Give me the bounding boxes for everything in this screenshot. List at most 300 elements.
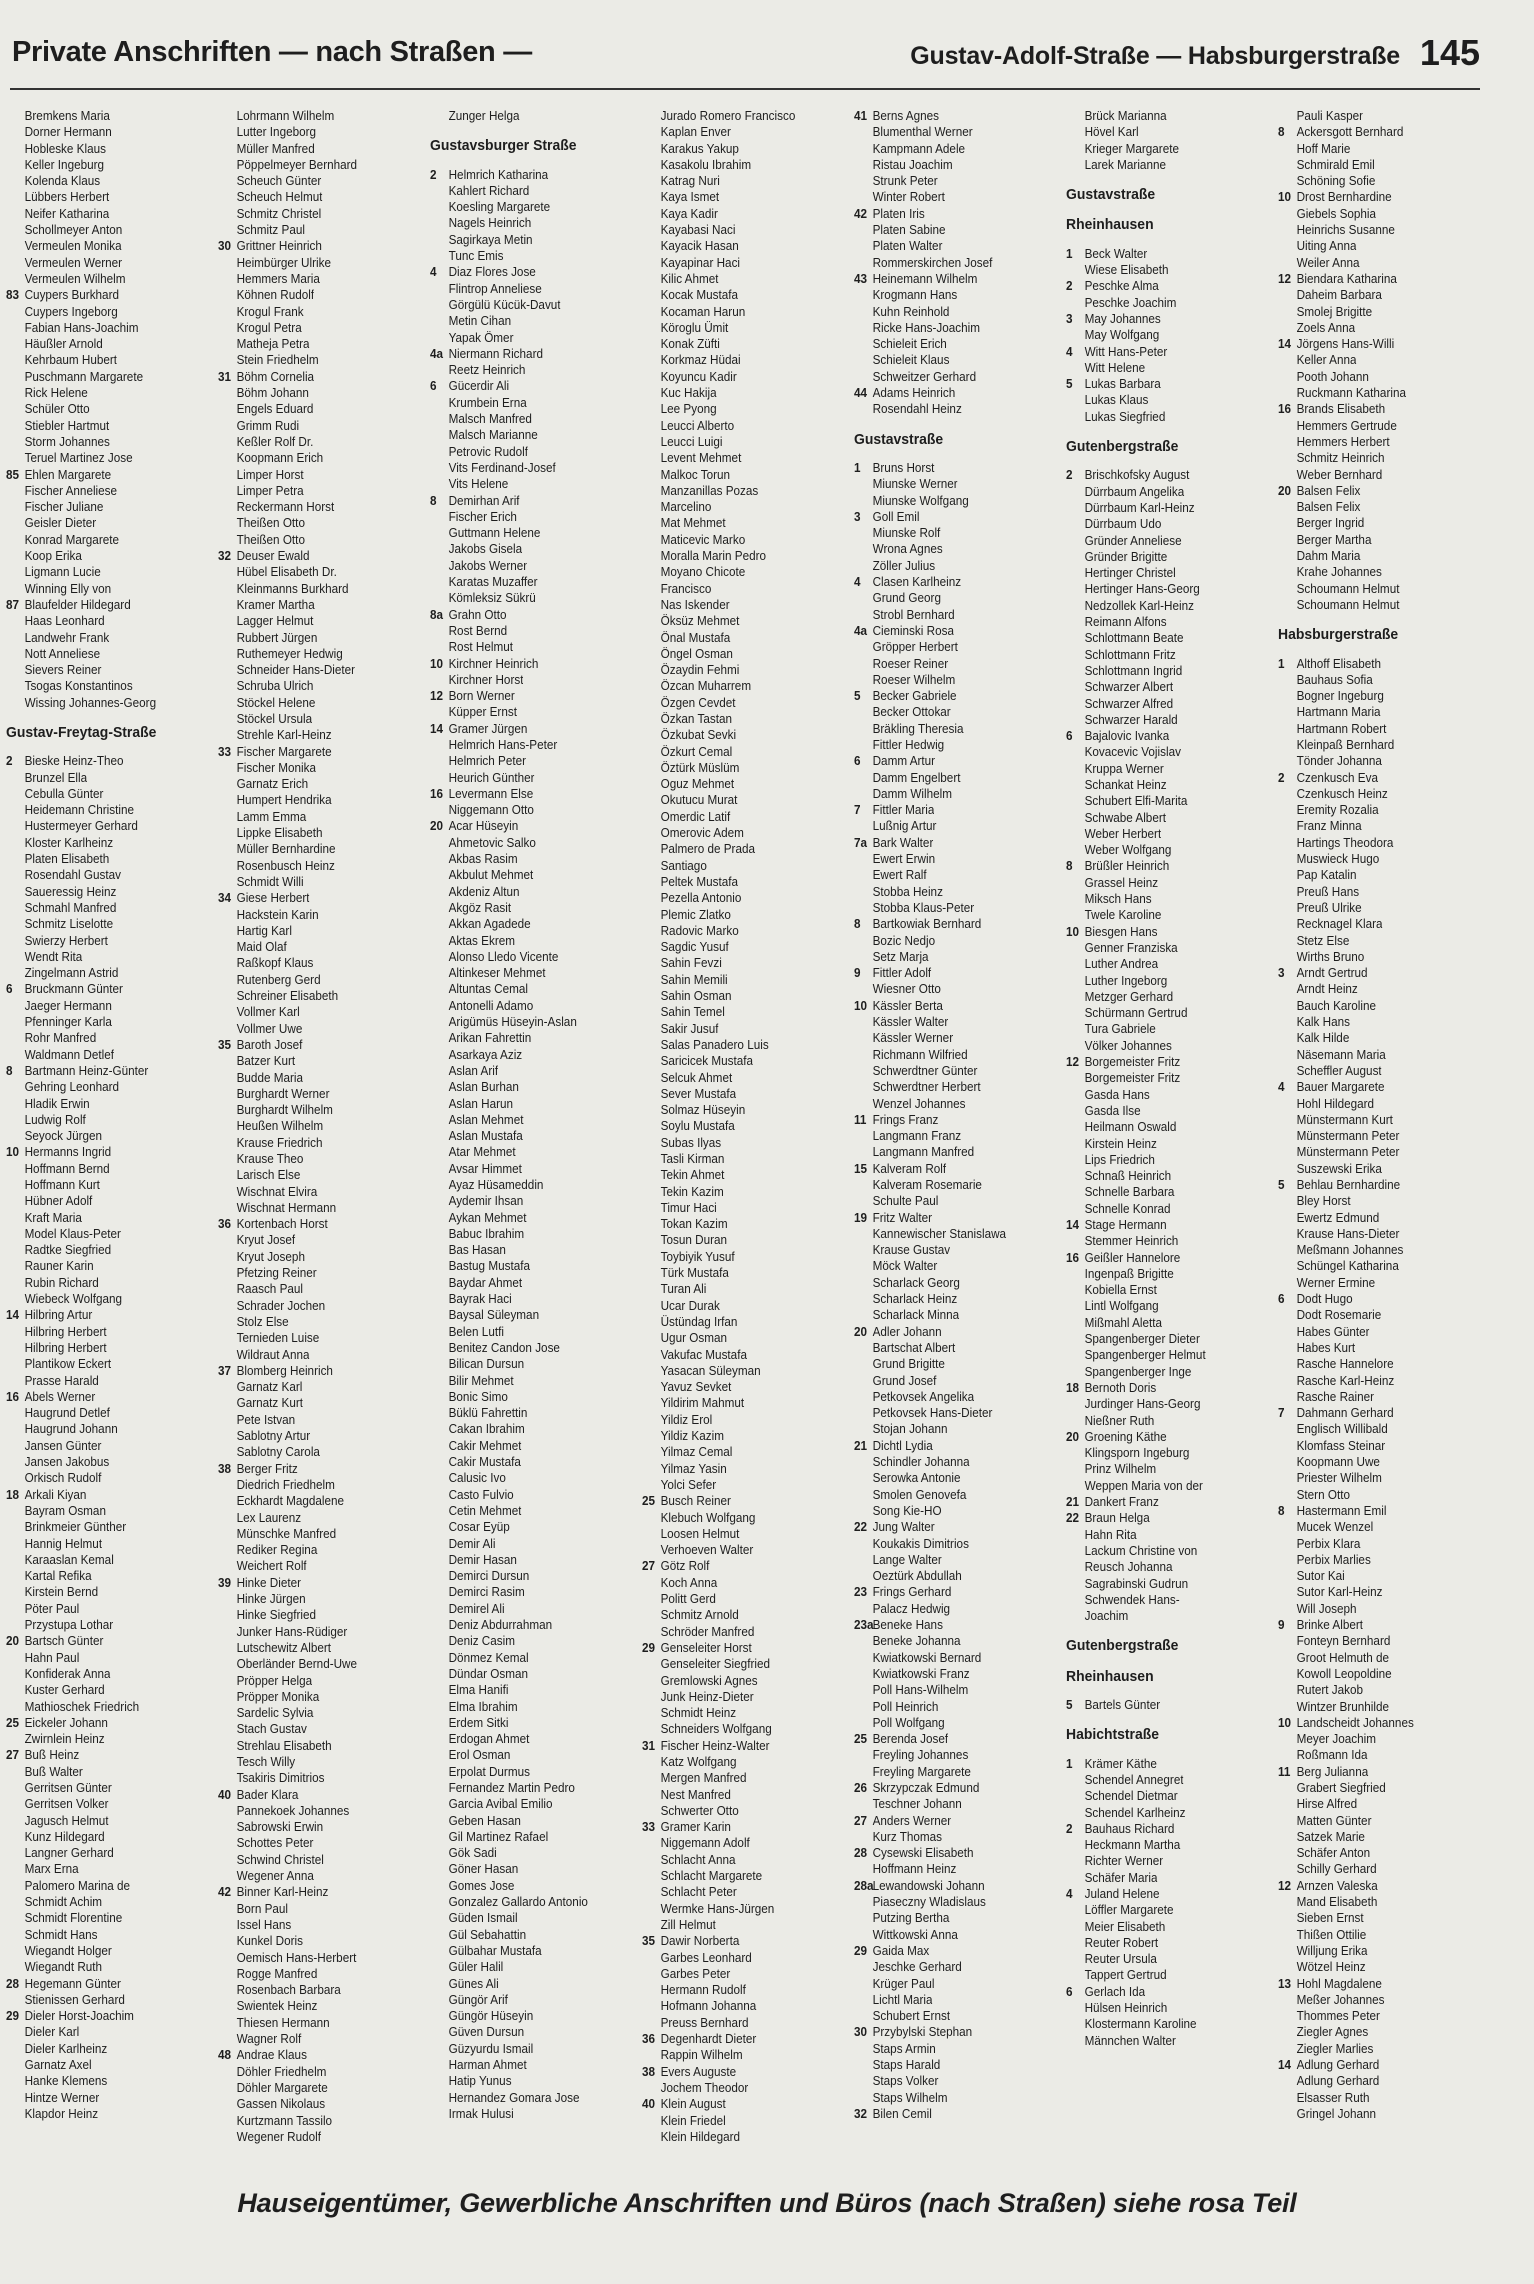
directory-entry bbox=[1278, 1927, 1471, 1943]
directory-entry bbox=[1278, 1861, 1471, 1877]
house-number: 14 bbox=[430, 721, 444, 736]
resident-name: Hohl Hildegard bbox=[1296, 1096, 1375, 1111]
house-number bbox=[218, 1493, 237, 1509]
house-number bbox=[218, 304, 237, 320]
house-number bbox=[642, 108, 661, 124]
resident-name: Antonelli Adamo bbox=[448, 998, 534, 1013]
house-number bbox=[854, 238, 873, 254]
directory-entry bbox=[854, 1405, 1047, 1421]
directory-entry bbox=[854, 1666, 1047, 1682]
resident-name: Arndt Gertrud bbox=[1296, 966, 1368, 981]
house-number bbox=[430, 1438, 449, 1454]
directory-entry bbox=[6, 2057, 199, 2073]
house-number bbox=[642, 923, 661, 939]
directory-entry bbox=[854, 884, 1047, 900]
resident-name: Korkmaz Hüdai bbox=[660, 353, 741, 368]
directory-entry bbox=[218, 711, 411, 727]
resident-name: Koch Anna bbox=[660, 1575, 718, 1590]
house-number bbox=[1278, 851, 1297, 867]
directory-column bbox=[218, 108, 411, 2178]
resident-name: Böhm Johann bbox=[236, 386, 309, 401]
house-number bbox=[1278, 1047, 1297, 1063]
directory-entry bbox=[1066, 360, 1259, 376]
house-number bbox=[642, 1624, 661, 1640]
directory-entry bbox=[218, 776, 411, 792]
directory-entry bbox=[218, 1624, 411, 1640]
resident-name: Tesch Willy bbox=[236, 1754, 296, 1769]
directory-entry bbox=[1066, 295, 1259, 311]
directory-entry bbox=[642, 173, 835, 189]
resident-name: Hemmers Herbert bbox=[1296, 434, 1390, 449]
resident-name: Tosun Duran bbox=[660, 1233, 728, 1248]
resident-name: Binner Karl-Heinz bbox=[236, 1885, 329, 1900]
house-number bbox=[430, 2057, 449, 2073]
directory-entry bbox=[642, 189, 835, 205]
resident-name: Bajalovic Ivanka bbox=[1084, 729, 1170, 744]
resident-name: Schrader Jochen bbox=[236, 1298, 326, 1313]
directory-entry bbox=[1066, 1494, 1259, 1510]
directory-entry bbox=[218, 890, 411, 906]
resident-name: Storm Johannes bbox=[24, 434, 110, 449]
directory-entry bbox=[642, 1004, 835, 1020]
house-number bbox=[218, 1428, 237, 1444]
directory-entry bbox=[1278, 499, 1471, 515]
resident-name: Büklü Fahrettin bbox=[448, 1406, 528, 1421]
resident-name: Nest Manfred bbox=[660, 1787, 731, 1802]
house-number bbox=[1278, 1992, 1297, 2008]
resident-name: Grittner Heinrich bbox=[236, 239, 322, 254]
house-number bbox=[1278, 1601, 1297, 1617]
directory-entry bbox=[642, 2129, 835, 2145]
directory-entry bbox=[854, 1796, 1047, 1812]
resident-name: Seyock Jürgen bbox=[24, 1129, 103, 1144]
directory-entry bbox=[854, 900, 1047, 916]
house-number bbox=[218, 1184, 237, 1200]
house-number bbox=[6, 483, 25, 499]
house-number bbox=[6, 835, 25, 851]
directory-entry bbox=[1066, 1697, 1259, 1713]
house-number bbox=[1278, 1552, 1297, 1568]
house-number: 87 bbox=[6, 597, 20, 612]
directory-entry bbox=[6, 1699, 199, 1715]
house-number bbox=[854, 1079, 873, 1095]
house-number bbox=[642, 206, 661, 222]
house-number bbox=[642, 841, 661, 857]
house-number bbox=[218, 1298, 237, 1314]
directory-entry bbox=[430, 1747, 623, 1763]
resident-name: Dankert Franz bbox=[1084, 1495, 1159, 1510]
directory-entry bbox=[218, 907, 411, 923]
resident-name: Götz Rolf bbox=[660, 1559, 710, 1574]
resident-name: Kobiella Ernst bbox=[1084, 1283, 1157, 1298]
house-number bbox=[1066, 1870, 1085, 1886]
street-heading: Gustav-Freytag-Straße bbox=[6, 723, 157, 741]
resident-name: Schmitz Christel bbox=[236, 206, 322, 221]
directory-entry bbox=[1066, 327, 1259, 343]
directory-entry bbox=[854, 173, 1047, 189]
house-number bbox=[218, 841, 237, 857]
directory-entry bbox=[642, 1363, 835, 1379]
house-number bbox=[642, 760, 661, 776]
resident-name: Beck Walter bbox=[1084, 246, 1148, 261]
resident-name: Krogul Frank bbox=[236, 304, 304, 319]
directory-entry bbox=[218, 1656, 411, 1672]
house-number: 1 bbox=[1066, 1756, 1073, 1771]
resident-name: Scharlack Georg bbox=[872, 1275, 960, 1290]
house-number: 6 bbox=[1066, 1984, 1073, 1999]
directory-entry bbox=[854, 965, 1047, 981]
directory-entry bbox=[1066, 516, 1259, 532]
directory-entry bbox=[642, 695, 835, 711]
resident-name: Subas Ilyas bbox=[660, 1135, 722, 1150]
house-number bbox=[854, 304, 873, 320]
directory-entry bbox=[6, 564, 199, 580]
resident-name: Nießner Ruth bbox=[1084, 1413, 1155, 1428]
resident-name: Balsen Felix bbox=[1296, 500, 1361, 515]
resident-name: Winter Robert bbox=[872, 190, 945, 205]
resident-name: Balsen Felix bbox=[1296, 483, 1361, 498]
directory-entry bbox=[642, 1493, 835, 1509]
directory-entry bbox=[430, 1943, 623, 1959]
house-number bbox=[642, 1298, 661, 1314]
resident-name: Stage Hermann bbox=[1084, 1218, 1167, 1232]
directory-entry bbox=[642, 2015, 835, 2031]
directory-column bbox=[854, 108, 1047, 2178]
resident-name: Lukas Barbara bbox=[1084, 377, 1161, 392]
house-number bbox=[6, 1861, 25, 1877]
house-number bbox=[854, 124, 873, 140]
house-number bbox=[642, 1379, 661, 1395]
house-number: 13 bbox=[1278, 1976, 1292, 1991]
directory-entry bbox=[6, 1161, 199, 1177]
resident-name: Keßler Rolf Dr. bbox=[236, 434, 314, 449]
resident-name: Genseleiter Siegfried bbox=[660, 1657, 770, 1672]
directory-entry bbox=[642, 2031, 835, 2047]
house-number bbox=[430, 2041, 449, 2057]
resident-name: Schlottmann Beate bbox=[1084, 631, 1184, 646]
house-number bbox=[218, 1102, 237, 1118]
resident-name: Oguz Mehmet bbox=[660, 777, 735, 792]
directory-entry bbox=[6, 173, 199, 189]
house-number bbox=[642, 483, 661, 499]
resident-name: Solmaz Hüseyin bbox=[660, 1103, 746, 1118]
house-number: 7a bbox=[854, 835, 868, 850]
directory-entry bbox=[218, 515, 411, 531]
resident-name: Ternieden Luise bbox=[236, 1331, 320, 1346]
directory-entry bbox=[430, 1487, 623, 1503]
directory-entry bbox=[1278, 222, 1471, 238]
resident-name: Lübbers Herbert bbox=[24, 190, 110, 205]
resident-name: Lintl Wolfgang bbox=[1084, 1299, 1159, 1314]
directory-entry bbox=[854, 304, 1047, 320]
house-number: 12 bbox=[1066, 1055, 1080, 1070]
resident-name: Marx Erna bbox=[24, 1862, 79, 1877]
resident-name: Wegener Rudolf bbox=[236, 2129, 322, 2144]
house-number bbox=[218, 189, 237, 205]
directory-entry bbox=[854, 1258, 1047, 1274]
directory-entry bbox=[1278, 434, 1471, 450]
resident-name: Arigümüs Hüseyin-Aslan bbox=[448, 1015, 577, 1030]
directory-entry bbox=[430, 1291, 623, 1307]
house-number bbox=[218, 206, 237, 222]
directory-entry bbox=[218, 1526, 411, 1542]
resident-name: Langmann Manfred bbox=[872, 1145, 975, 1160]
resident-name: Wagner Rolf bbox=[236, 2032, 302, 2047]
directory-entry bbox=[854, 1291, 1047, 1307]
directory-entry bbox=[854, 2090, 1047, 2106]
directory-entry bbox=[642, 2064, 835, 2080]
resident-name: Schmitz Liselotte bbox=[24, 917, 114, 932]
directory-entry bbox=[642, 1428, 835, 1444]
resident-name: Verhoeven Walter bbox=[660, 1543, 754, 1558]
house-number bbox=[854, 1307, 873, 1323]
house-number bbox=[430, 1258, 449, 1274]
directory-entry bbox=[1278, 1242, 1471, 1258]
house-number bbox=[642, 630, 661, 646]
resident-name: Ricke Hans-Joachim bbox=[872, 320, 981, 335]
house-number bbox=[218, 2015, 237, 2031]
resident-name: Sahin Memili bbox=[660, 972, 728, 987]
resident-name: Benitez Candon Jose bbox=[448, 1340, 560, 1355]
house-number bbox=[218, 1624, 237, 1640]
house-number: 28 bbox=[854, 1846, 868, 1861]
directory-entry bbox=[6, 515, 199, 531]
directory-entry bbox=[642, 809, 835, 825]
directory-entry bbox=[218, 662, 411, 678]
directory-entry bbox=[1278, 1633, 1471, 1649]
house-number bbox=[1066, 1461, 1085, 1477]
directory-entry bbox=[430, 1079, 623, 1095]
directory-entry bbox=[854, 238, 1047, 254]
resident-name: Radtke Siegfried bbox=[24, 1243, 112, 1258]
resident-name: Pannekoek Johannes bbox=[236, 1803, 350, 1818]
directory-entry bbox=[1278, 124, 1471, 140]
directory-entry bbox=[854, 1601, 1047, 1617]
resident-name: Vollmer Karl bbox=[236, 1005, 300, 1020]
directory-entry bbox=[6, 548, 199, 564]
house-number bbox=[1278, 1389, 1297, 1405]
directory-entry bbox=[1278, 1258, 1471, 1274]
directory-entry bbox=[430, 1666, 623, 1682]
resident-name: Hobleske Klaus bbox=[24, 141, 106, 156]
directory-entry bbox=[6, 1307, 199, 1323]
directory-entry bbox=[430, 1536, 623, 1552]
house-number bbox=[6, 1584, 25, 1600]
directory-entry bbox=[854, 525, 1047, 541]
house-number bbox=[854, 639, 873, 655]
house-number bbox=[642, 809, 661, 825]
house-number bbox=[1278, 1487, 1297, 1503]
resident-name: Fischer Heinz-Walter bbox=[660, 1738, 770, 1753]
directory-entry bbox=[218, 255, 411, 271]
resident-name: Sagirkaya Metin bbox=[448, 232, 533, 247]
resident-name: Schwarzer Albert bbox=[1084, 680, 1174, 695]
resident-name: Becker Gabriele bbox=[872, 689, 957, 704]
resident-name: Kalk Hilde bbox=[1296, 1031, 1350, 1046]
directory-entry bbox=[642, 1184, 835, 1200]
resident-name: Sutor Karl-Heinz bbox=[1296, 1585, 1383, 1600]
house-number: 41 bbox=[854, 109, 868, 123]
directory-entry bbox=[642, 1118, 835, 1134]
directory-entry bbox=[642, 1200, 835, 1216]
house-number: 12 bbox=[430, 689, 444, 704]
house-number bbox=[1278, 1568, 1297, 1584]
resident-name: Ucar Durak bbox=[660, 1298, 720, 1313]
resident-name: Bark Walter bbox=[872, 835, 934, 850]
house-number bbox=[218, 972, 237, 988]
directory-entry bbox=[642, 1591, 835, 1607]
resident-name: Richmann Wilfried bbox=[872, 1047, 968, 1062]
house-number bbox=[854, 2057, 873, 2073]
house-number bbox=[642, 939, 661, 955]
directory-entry bbox=[1278, 1030, 1471, 1046]
house-number bbox=[218, 1966, 237, 1982]
house-number bbox=[1066, 891, 1085, 907]
resident-name: Hoffmann Kurt bbox=[24, 1178, 100, 1192]
resident-name: Miksch Hans bbox=[1084, 892, 1152, 907]
house-number bbox=[1066, 1168, 1085, 1184]
resident-name: Gerlach Ida bbox=[1084, 1984, 1146, 1999]
house-number bbox=[1278, 1584, 1297, 1600]
street-heading: Rheinhausen bbox=[1066, 216, 1154, 234]
resident-name: Schmirald Emil bbox=[1296, 157, 1375, 172]
resident-name: Gil Martinez Rafael bbox=[448, 1829, 549, 1844]
house-number bbox=[1066, 409, 1085, 425]
resident-name: Schindler Johanna bbox=[872, 1455, 970, 1470]
house-number bbox=[6, 1226, 25, 1242]
directory-entry bbox=[430, 1976, 623, 1992]
resident-name: Pfetzing Reiner bbox=[236, 1266, 317, 1281]
resident-name: Gül Sebahattin bbox=[448, 1927, 527, 1942]
directory-entry bbox=[854, 1910, 1047, 1926]
house-number bbox=[430, 1275, 449, 1291]
house-number bbox=[854, 1258, 873, 1274]
resident-name: Plemic Zlatko bbox=[660, 907, 731, 922]
directory-entry bbox=[642, 1950, 835, 1966]
directory-entry bbox=[1278, 1226, 1471, 1242]
directory-entry bbox=[642, 1379, 835, 1395]
resident-name: Lee Pyong bbox=[660, 402, 717, 417]
resident-name: Schlacht Anna bbox=[660, 1852, 736, 1867]
house-number bbox=[218, 385, 237, 401]
resident-name: Kartal Refika bbox=[24, 1569, 92, 1584]
resident-name: Schüngel Katharina bbox=[1296, 1259, 1399, 1274]
resident-name: Lichtl Maria bbox=[872, 1992, 933, 2007]
resident-name: Grahn Otto bbox=[448, 607, 507, 622]
directory-entry bbox=[218, 2129, 411, 2145]
house-number: 29 bbox=[642, 1640, 656, 1655]
house-number: 37 bbox=[218, 1363, 232, 1378]
house-number bbox=[854, 476, 873, 492]
resident-name: Behlau Bernhardine bbox=[1296, 1178, 1401, 1192]
resident-name: Ziegler Agnes bbox=[1296, 2025, 1369, 2040]
directory-entry bbox=[1278, 1405, 1471, 1421]
house-number bbox=[6, 336, 25, 352]
directory-entry bbox=[430, 672, 623, 688]
house-number bbox=[1066, 1331, 1085, 1347]
resident-name: Klostermann Karoline bbox=[1084, 2017, 1197, 2032]
house-number bbox=[1278, 2024, 1297, 2040]
directory-entry bbox=[6, 1764, 199, 1780]
resident-name: Biesgen Hans bbox=[1084, 924, 1158, 939]
house-number bbox=[642, 157, 661, 173]
resident-name: Koopmann Erich bbox=[236, 451, 324, 466]
directory-entry bbox=[1066, 124, 1259, 140]
house-number bbox=[430, 1014, 449, 1030]
resident-name: Palmero de Prada bbox=[660, 842, 756, 857]
directory-entry bbox=[218, 304, 411, 320]
resident-name: Theißen Otto bbox=[236, 532, 305, 547]
directory-entry bbox=[1278, 597, 1471, 613]
directory-entry bbox=[854, 1047, 1047, 1063]
resident-name: Witt Hans-Peter bbox=[1084, 344, 1168, 359]
directory-entry bbox=[854, 590, 1047, 606]
directory-entry bbox=[1066, 598, 1259, 614]
resident-name: Engels Eduard bbox=[236, 402, 314, 417]
resident-name: Öksüz Mehmet bbox=[660, 614, 740, 629]
house-number bbox=[218, 727, 237, 743]
directory-entry bbox=[218, 157, 411, 173]
resident-name: Cetin Mehmet bbox=[448, 1503, 522, 1518]
resident-name: Casto Fulvio bbox=[448, 1487, 514, 1502]
house-number bbox=[1278, 721, 1297, 737]
resident-name: Staps Wilhelm bbox=[872, 2090, 948, 2105]
directory-entry bbox=[642, 776, 835, 792]
directory-entry bbox=[6, 1373, 199, 1389]
resident-name: Demirhan Arif bbox=[448, 493, 520, 508]
house-number bbox=[6, 2024, 25, 2040]
directory-entry bbox=[854, 1633, 1047, 1649]
directory-entry bbox=[6, 206, 199, 222]
house-number bbox=[1066, 1103, 1085, 1119]
resident-name: Brinke Albert bbox=[1296, 1618, 1364, 1633]
directory-entry bbox=[218, 1982, 411, 1998]
resident-name: Heurich Günther bbox=[448, 770, 535, 785]
directory-entry bbox=[1278, 753, 1471, 769]
directory-entry bbox=[218, 1298, 411, 1314]
resident-name: Kuhn Reinhold bbox=[872, 304, 950, 319]
house-number bbox=[1278, 450, 1297, 466]
house-number bbox=[1066, 614, 1085, 630]
directory-entry bbox=[1278, 1421, 1471, 1437]
house-number bbox=[430, 395, 449, 411]
directory-entry bbox=[218, 1950, 411, 1966]
resident-name: Limper Petra bbox=[236, 483, 304, 498]
directory-entry bbox=[1278, 1210, 1471, 1226]
directory-entry bbox=[6, 613, 199, 629]
house-number bbox=[854, 287, 873, 303]
directory-entry bbox=[430, 1813, 623, 1829]
house-number bbox=[1278, 1128, 1297, 1144]
house-number bbox=[218, 1852, 237, 1868]
directory-entry bbox=[6, 352, 199, 368]
house-number bbox=[6, 1927, 25, 1943]
directory-entry bbox=[854, 933, 1047, 949]
resident-name: Üstündag Irfan bbox=[660, 1314, 738, 1329]
resident-name: Strunk Peter bbox=[872, 174, 938, 189]
house-number bbox=[430, 1210, 449, 1226]
house-number bbox=[854, 1340, 873, 1356]
resident-name: Bartkowiak Bernhard bbox=[872, 917, 982, 932]
directory-column bbox=[1278, 108, 1471, 2178]
house-number: 31 bbox=[218, 369, 232, 384]
resident-name: Weber Bernhard bbox=[1296, 467, 1383, 482]
directory-entry bbox=[854, 1210, 1047, 1226]
resident-name: Wischnat Elvira bbox=[236, 1184, 318, 1199]
resident-name: Uiting Anna bbox=[1296, 239, 1357, 254]
house-number bbox=[1278, 949, 1297, 965]
resident-name: Skrzypczak Edmund bbox=[872, 1780, 980, 1795]
